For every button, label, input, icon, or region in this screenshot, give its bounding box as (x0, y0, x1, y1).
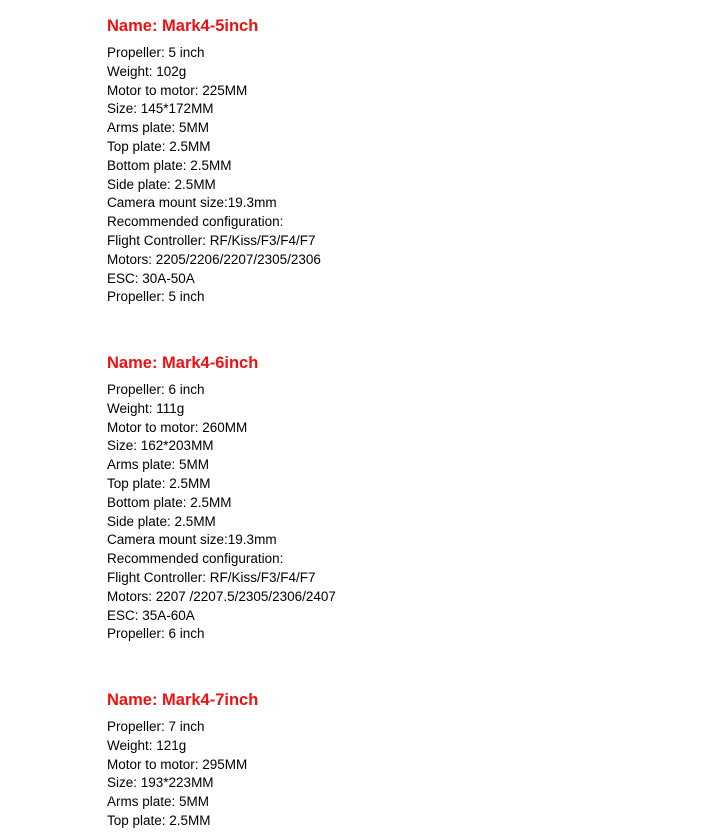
spec-line: Propeller: 7 inch (107, 719, 205, 734)
spec-line: ESC: 30A-50A (107, 270, 195, 286)
spec-line: Weight: 111g (107, 400, 185, 416)
spec-line: Top plate: 2.5MM (107, 812, 211, 828)
product-section-mark4-5inch (107, 15, 321, 307)
spec-line: Size: 145*172MM (107, 101, 214, 117)
spec-line: Motor to motor: 225MM (107, 82, 248, 98)
spec-line: Top plate: 2.5MM (107, 138, 211, 154)
spec-line: Arms plate: 5MM (107, 120, 210, 136)
product-name-heading: Name: Mark4-5inch (107, 17, 259, 35)
spec-line: Side plate: 2.5MM (107, 176, 216, 192)
spec-line: Recommended configuration: (107, 214, 284, 230)
product-name-heading: Name: Mark4-7inch (107, 691, 259, 709)
spec-line: Arms plate: 5MM (107, 794, 210, 810)
spec-line: Propeller: 5 inch (107, 45, 205, 60)
spec-list (107, 718, 258, 831)
spec-list (107, 381, 336, 644)
product-section-mark4-7inch (107, 689, 258, 831)
spec-line: Propeller: 5 inch (107, 289, 205, 305)
spec-line: ESC: 35A-60A (107, 607, 195, 623)
spec-line: Flight Controller: RF/Kiss/F3/F4/F7 (107, 232, 316, 248)
spec-line: Propeller: 6 inch (107, 382, 205, 397)
spec-line: Weight: 102g (107, 63, 187, 79)
spec-line: Motor to motor: 260MM (107, 419, 248, 435)
spec-line: Side plate: 2.5MM (107, 513, 216, 529)
product-name-heading: Name: Mark4-6inch (107, 354, 259, 372)
spec-list (107, 44, 321, 307)
product-section-mark4-6inch (107, 352, 336, 644)
spec-line: Size: 193*223MM (107, 775, 214, 791)
spec-line: Arms plate: 5MM (107, 457, 210, 473)
spec-line: Motors: 2205/2206/2207/2305/2306 (107, 251, 321, 267)
spec-line: Motor to motor: 295MM (107, 756, 248, 772)
spec-line: Top plate: 2.5MM (107, 475, 211, 491)
spec-line: Motors: 2207 /2207.5/2305/2306/2407 (107, 588, 336, 604)
spec-line: Recommended configuration: (107, 551, 284, 567)
spec-line: Propeller: 6 inch (107, 626, 205, 642)
spec-line: Flight Controller: RF/Kiss/F3/F4/F7 (107, 569, 316, 585)
spec-line: Camera mount size:19.3mm (107, 195, 277, 211)
spec-line: Weight: 121g (107, 737, 187, 753)
spec-line: Bottom plate: 2.5MM (107, 157, 232, 173)
spec-line: Bottom plate: 2.5MM (107, 494, 232, 510)
spec-line: Size: 162*203MM (107, 438, 214, 454)
spec-line: Camera mount size:19.3mm (107, 532, 277, 548)
